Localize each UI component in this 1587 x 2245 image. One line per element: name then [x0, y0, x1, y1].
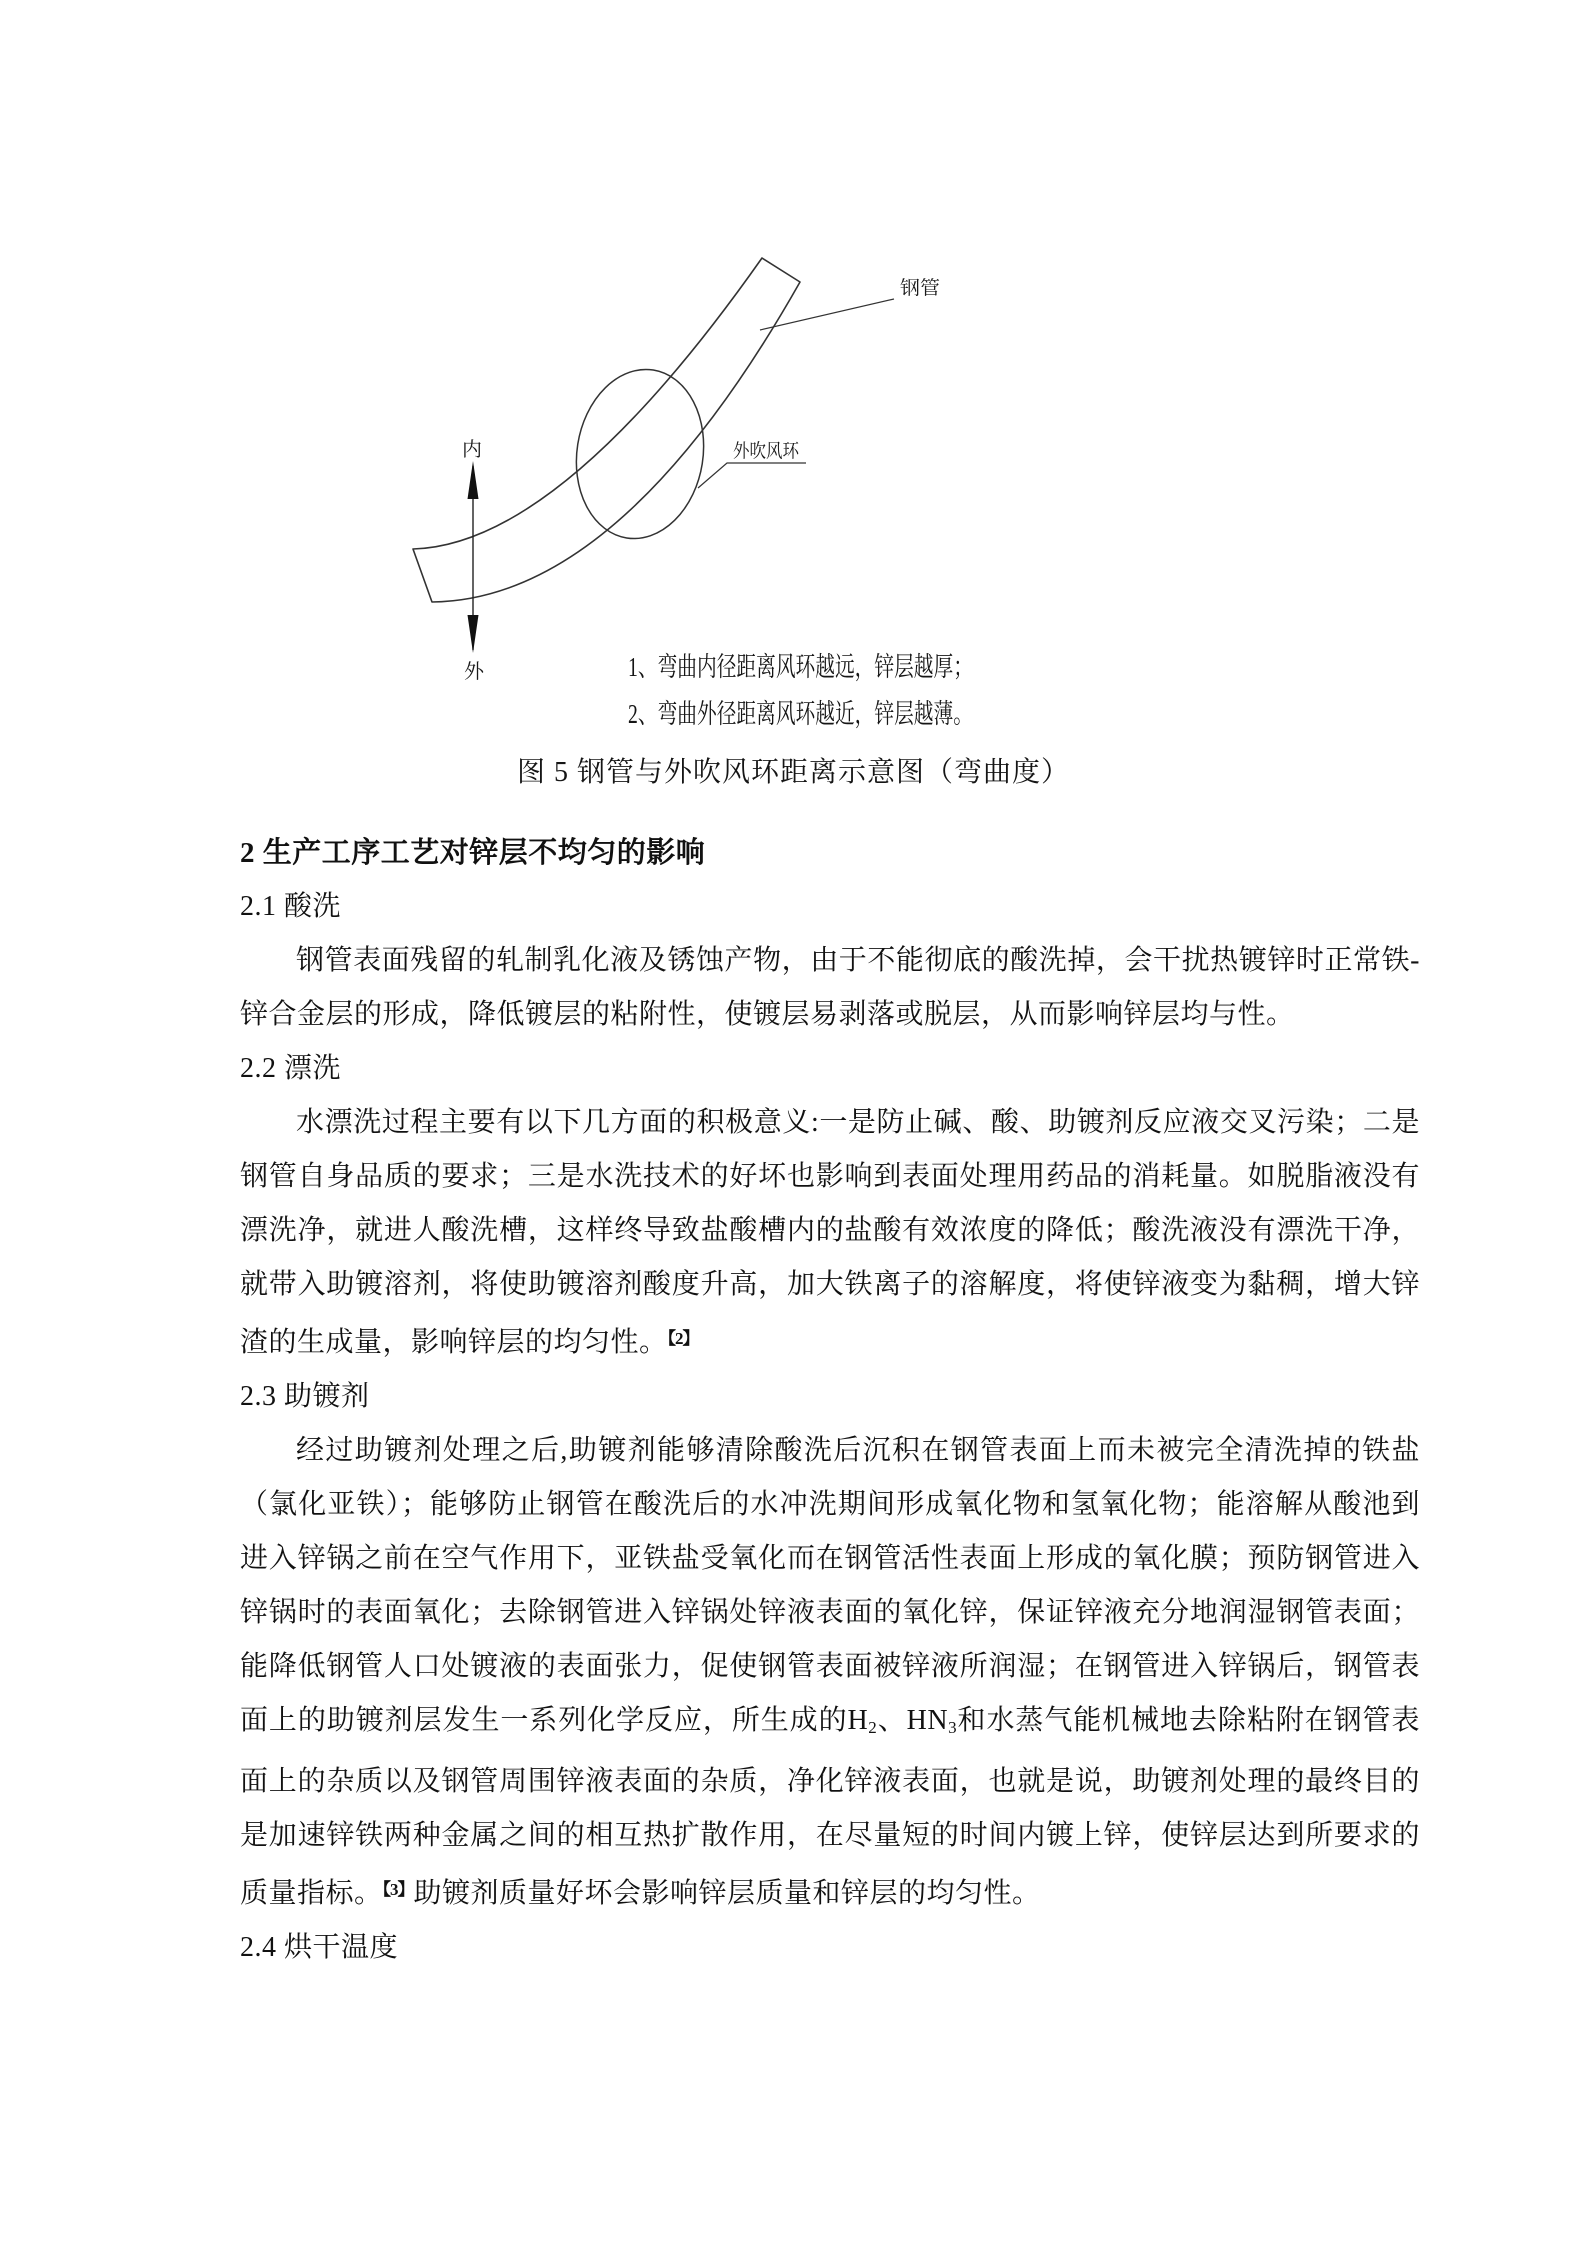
pipe-outline — [413, 258, 810, 602]
figure-note-1: 1、弯曲内径距离风环越远，锌层越厚； — [628, 652, 973, 682]
subsection-title-acid-wash: 2.1 酸洗 — [240, 891, 342, 922]
label-inner: 内 — [462, 439, 482, 461]
label-pipe: 钢管 — [900, 278, 939, 299]
arrowhead-down-icon — [468, 615, 479, 653]
subsection-title-rinsing: 2.2 漂洗 — [240, 1053, 342, 1084]
ring-leader-line — [698, 463, 806, 488]
pipe-ring-schematic — [0, 0, 1587, 810]
paragraph-rinsing: 水漂洗过程主要有以下几方面的积极意义:一是防止碱、酸、助镀剂反应液交叉污染；二是钢管自身品质的要求；三是水洗技术的好坏也影响到表面处理用药品的消耗量。如脱脂液没有漂洗净，就进人酸洗槽，这样终导致盐酸槽内的盐酸有效浓度的降低；酸洗液没有漂洗干净，就带入助镀溶剂，将使助镀溶剂酸度升高，加大铁离子的溶解度，将使锌液变为黏稠，增大锌渣的生成量，影响锌层的均匀性。$^{【2】}$ — [240, 1107, 1420, 1358]
section-heading: 2 生产工序工艺对锌层不均匀的影响 — [240, 837, 706, 869]
label-ring: 外吹风环 — [733, 441, 810, 462]
subsection-title-drying-temp: 2.4 烘干温度 — [240, 1932, 399, 1963]
arrowhead-up-icon — [468, 461, 479, 499]
figure-diagram — [0, 0, 1587, 810]
label-outer: 外 — [464, 661, 484, 683]
subsection-title-flux: 2.3 助镀剂 — [240, 1381, 370, 1412]
figure-note-2: 2、弯曲外径距离风环越近，锌层越薄。 — [628, 699, 973, 729]
document-body — [240, 826, 1420, 1975]
paragraph-acid-wash: 钢管表面残留的轧制乳化液及锈蚀产物，由于不能彻底的酸洗掉，会干扰热镀锌时正常铁-锌合金层的形成，降低镀层的粘附性，使镀层易剥落或脱层，从而影响锌层均与性。 — [240, 945, 1420, 1030]
paragraph-flux: 经过助镀剂处理之后,助镀剂能够清除酸洗后沉积在钢管表面上而未被完全清洗掉的铁盐（氯化亚铁）；能够防止钢管在酸洗后的水冲洗期间形成氧化物和氢氧化物；能溶解从酸池到进入锌锅之前在空气作用下，亚铁盐受氧化而在钢管活性表面上形成的氧化膜；预防钢管进入锌锅时的表面氧化；去除钢管进入锌锅处锌液表面的氧化锌，保证锌液充分地润湿钢管表面；能降低钢管人口处镀液的表面张力，促使钢管表面被锌液所润湿；在钢管进入锌锅后，钢管表面上的助镀剂层发生一系列化学反应，所生成的$H_2$、$HN_3$和水蒸气能机械地去除粘附在钢管表面上的杂质以及钢管周围锌液表面的杂质，净化锌液表面，也就是说，助镀剂处理的最终目的是加速锌铁两种金属之间的相互热扩散作用，在尽量短的时间内镀上锌，使锌层达到所要求的质量指标。$^{【3】}$助镀剂质量好坏会影响锌层质量和锌层的均匀性。 — [240, 1435, 1420, 1909]
figure-caption: 图 5 钢管与外吹风环距离示意图（弯曲度） — [516, 757, 1070, 788]
